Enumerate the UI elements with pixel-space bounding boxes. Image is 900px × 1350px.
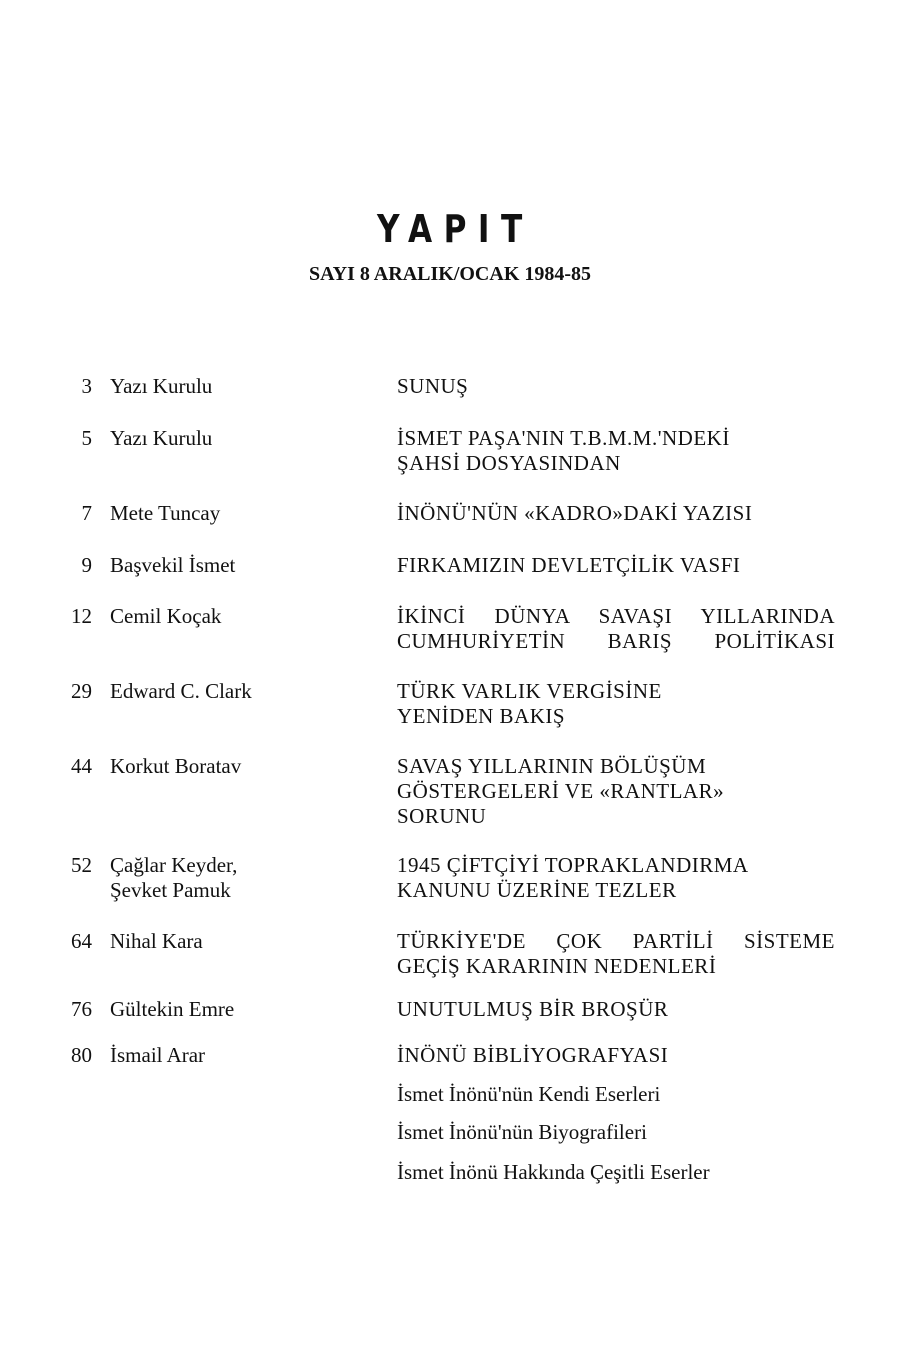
author-name	[110, 426, 370, 451]
article-title	[397, 754, 837, 829]
article-title-line: FIRKAMIZIN DEVLETÇİLİK VASFI	[397, 553, 741, 577]
article-title-line: KANUNU ÜZERİNE TEZLER	[397, 878, 677, 902]
article-title	[397, 679, 837, 729]
page-number: 44	[71, 754, 92, 778]
page-number: 5	[81, 426, 92, 450]
bibliography-section: İsmet İnönü'nün Biyografileri	[397, 1120, 647, 1144]
author-name	[110, 997, 370, 1022]
page-number: 64	[71, 929, 92, 953]
page-number: 29	[71, 679, 92, 703]
page-number: 12	[71, 604, 92, 628]
article-title-line: CUMHURİYETİN BARIŞ POLİTİKASI	[397, 629, 835, 653]
author-name	[110, 929, 370, 954]
page-number: 76	[71, 997, 92, 1021]
author-line: İsmail Arar	[110, 1043, 206, 1067]
article-title	[397, 604, 837, 654]
article-title-line: 1945 ÇİFTÇİYİ TOPRAKLANDIRMA	[397, 853, 749, 877]
page-number: 3	[81, 374, 92, 398]
author-line: Gültekin Emre	[110, 997, 235, 1021]
article-title-line: SAVAŞ YILLARININ BÖLÜŞÜM	[397, 754, 707, 778]
author-line: Çağlar Keyder,	[110, 853, 238, 877]
author-line: Başvekil İsmet	[110, 553, 236, 577]
article-title-line: ŞAHSİ DOSYASINDAN	[397, 451, 621, 475]
article-title	[397, 374, 837, 399]
page-number: 80	[71, 1043, 92, 1067]
author-line: Mete Tuncay	[110, 501, 221, 525]
article-title-line: SUNUŞ	[397, 374, 469, 398]
article-title	[397, 997, 837, 1022]
author-name	[110, 679, 370, 704]
article-title	[397, 501, 837, 526]
author-name	[110, 553, 370, 578]
bibliography-section: İsmet İnönü'nün Kendi Eserleri	[397, 1082, 661, 1106]
author-line: Nihal Kara	[110, 929, 203, 953]
article-title-line: GÖSTERGELERİ VE «RANTLAR»	[397, 779, 725, 803]
author-line: Cemil Koçak	[110, 604, 222, 628]
article-title-line: TÜRK VARLIK VERGİSİNE	[397, 679, 662, 703]
article-title	[397, 553, 837, 578]
author-line: Yazı Kurulu	[110, 426, 213, 450]
author-line: Korkut Boratav	[110, 754, 242, 778]
article-title-line: İNÖNÜ BİBLİYOGRAFYASI	[397, 1043, 669, 1067]
article-title-line: İKİNCİ DÜNYA SAVAŞI YILLARINDA	[397, 604, 835, 628]
article-title-line: İSMET PAŞA'NIN T.B.M.M.'NDEKİ	[397, 426, 730, 450]
article-title-line: UNUTULMUŞ BİR BROŞÜR	[397, 997, 669, 1021]
page-number: 9	[81, 553, 92, 577]
author-name	[110, 374, 370, 399]
article-title-line: YENİDEN BAKIŞ	[397, 704, 566, 728]
article-title-line: İNÖNÜ'NÜN «KADRO»DAKİ YAZISI	[397, 501, 753, 525]
issue-line: SAYI 8 ARALIK/OCAK 1984-85	[308, 263, 592, 285]
author-name	[110, 1043, 370, 1068]
author-name	[110, 754, 370, 779]
article-title	[397, 853, 837, 903]
author-line: Yazı Kurulu	[110, 374, 213, 398]
author-name	[110, 853, 370, 903]
page-number: 7	[81, 501, 92, 525]
article-title-line: SORUNU	[397, 804, 487, 828]
masthead	[0, 205, 900, 287]
author-name	[110, 501, 370, 526]
author-line: Şevket Pamuk	[110, 878, 231, 902]
author-name	[110, 604, 370, 629]
article-title	[397, 1043, 837, 1068]
article-title-line: TÜRKİYE'DE ÇOK PARTİLİ SİSTEME	[397, 929, 835, 953]
article-title-line: GEÇİŞ KARARININ NEDENLERİ	[397, 954, 717, 978]
article-title	[397, 929, 837, 979]
bibliography-section: İsmet İnönü Hakkında Çeşitli Eserler	[397, 1160, 710, 1184]
page-number: 52	[71, 853, 92, 877]
article-title	[397, 426, 837, 476]
author-line: Edward C. Clark	[110, 679, 252, 703]
journal-title: YAPIT	[377, 207, 535, 251]
